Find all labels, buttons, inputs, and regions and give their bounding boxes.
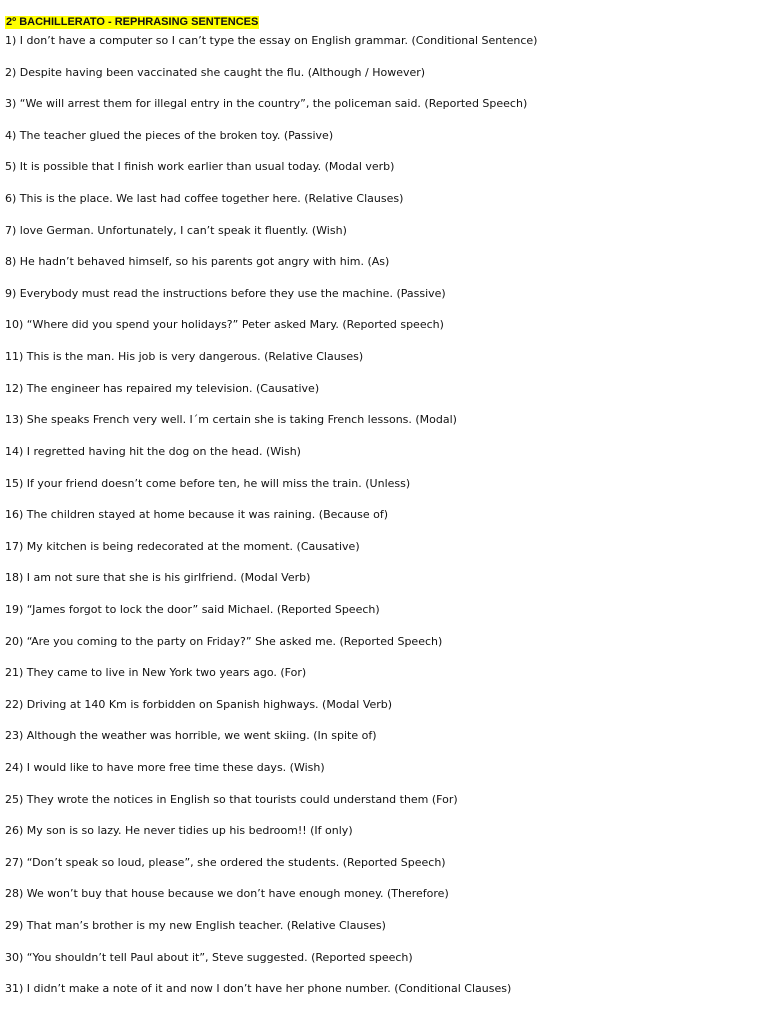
sentence-item: 12) The engineer has repaired my television. (Causative) — [5, 381, 320, 395]
sentence-item: 31) I didn’t make a note of it and now I don’t have her phone number. (Conditional Clauses) — [5, 982, 512, 996]
sentence-item: 27) “Don’t speak so loud, please”, she ordered the students. (Reported Speech) — [5, 855, 446, 869]
sentence-item: 6) This is the place. We last had coffee together here. (Relative Clauses) — [5, 192, 404, 206]
sentence-item: 18) I am not sure that she is his girlfriend. (Modal Verb) — [5, 571, 311, 585]
sentence-item: 20) “Are you coming to the party on Friday?” She asked me. (Reported Speech) — [5, 634, 443, 648]
sentence-item: 8) He hadn’t behaved himself, so his parents got angry with him. (As) — [5, 255, 390, 269]
sentence-item: 29) That man’s brother is my new English teacher. (Relative Clauses) — [5, 919, 386, 933]
sentence-item: 2) Despite having been vaccinated she caught the flu. (Although / However) — [5, 65, 426, 79]
sentence-item: 10) “Where did you spend your holidays?” Peter asked Mary. (Reported speech) — [5, 318, 444, 332]
sentence-item: 4) The teacher glued the pieces of the broken toy. (Passive) — [5, 128, 334, 142]
sentence-item: 3) “We will arrest them for illegal entry in the country”, the policeman said. (Reported Speech) — [5, 97, 528, 111]
document-page — [5, 10, 758, 1014]
document-title: 2º BACHILLERATO - REPHRASING SENTENCES — [6, 16, 259, 28]
sentence-item: 30) “You shouldn’t tell Paul about it”, Steve suggested. (Reported speech) — [5, 950, 413, 964]
sentence-item: 7) love German. Unfortunately, I can’t speak it fluently. (Wish) — [5, 223, 347, 237]
sentence-item: 9) Everybody must read the instructions before they use the machine. (Passive) — [5, 286, 446, 300]
sentence-list — [5, 34, 758, 1014]
sentence-item: 16) The children stayed at home because it was raining. (Because of) — [5, 508, 389, 522]
sentence-item: 28) We won’t buy that house because we don’t have enough money. (Therefore) — [5, 887, 449, 901]
sentence-item: 1) I don’t have a computer so I can’t type the essay on English grammar. (Conditional Sentence) — [5, 34, 538, 47]
sentence-item: 24) I would like to have more free time these days. (Wish) — [5, 761, 325, 775]
sentence-item: 17) My kitchen is being redecorated at the moment. (Causative) — [5, 539, 360, 553]
sentence-item: 19) “James forgot to lock the door” said Michael. (Reported Speech) — [5, 602, 380, 616]
sentence-item: 11) This is the man. His job is very dangerous. (Relative Clauses) — [5, 350, 364, 364]
sentence-item: 14) I regretted having hit the dog on the head. (Wish) — [5, 444, 301, 458]
sentence-item: 26) My son is so lazy. He never tidies up his bedroom!! (If only) — [5, 824, 353, 838]
sentence-item: 23) Although the weather was horrible, we went skiing. (In spite of) — [5, 729, 377, 743]
sentence-item: 22) Driving at 140 Km is forbidden on Spanish highways. (Modal Verb) — [5, 697, 393, 711]
sentence-item: 13) She speaks French very well. I´m certain she is taking French lessons. (Modal) — [5, 413, 457, 427]
sentence-item: 5) It is possible that I finish work earlier than usual today. (Modal verb) — [5, 160, 395, 174]
sentence-item: 15) If your friend doesn’t come before ten, he will miss the train. (Unless) — [5, 476, 411, 490]
sentence-item: 25) They wrote the notices in English so that tourists could understand them (For) — [5, 792, 458, 806]
sentence-item: 21) They came to live in New York two years ago. (For) — [5, 666, 307, 680]
